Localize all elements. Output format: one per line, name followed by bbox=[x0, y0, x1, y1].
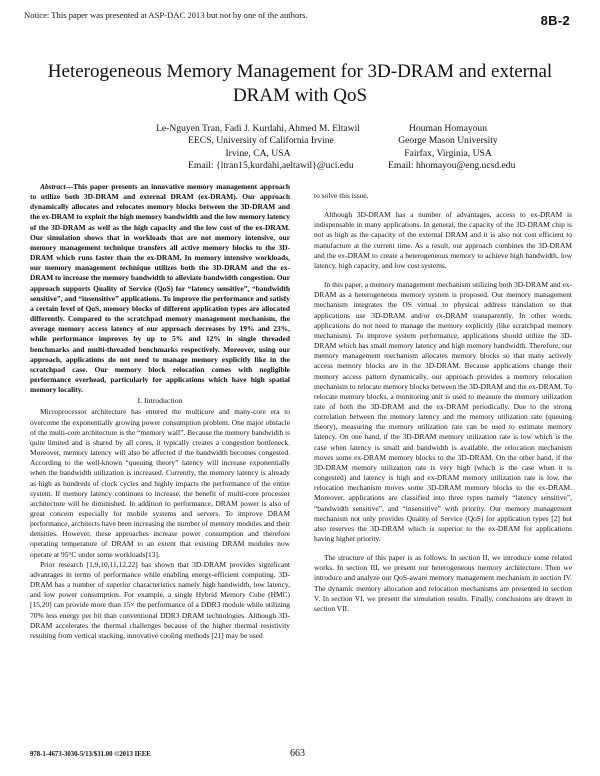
author-block-gmu bbox=[388, 123, 516, 173]
presentation-notice: Notice: This paper was presented at ASP-DAC 2013 but not by one of the authors. bbox=[24, 10, 308, 20]
isbn-copyright: 978-1-4673-3030-5/13/$31.00 ©2013 IEEE bbox=[30, 751, 151, 758]
author-email: Email: hhomayou@eng.ucsd.edu bbox=[388, 160, 516, 172]
author-affiliation: EECS, University of California Irvine bbox=[188, 135, 334, 147]
abstract-label: Abstract bbox=[40, 182, 66, 191]
author-names: Le-Nguyen Tran, Fadi J. Kurdahi, Ahmed M. Eltawil bbox=[156, 123, 360, 134]
author-location: Irvine, CA, USA bbox=[225, 147, 291, 159]
abstract bbox=[30, 182, 290, 395]
author-names: Houman Homayoun bbox=[408, 123, 488, 134]
author-block-uci bbox=[156, 123, 360, 173]
author-affiliation: George Mason University bbox=[398, 135, 498, 147]
abstract-text: —This paper presents an innovative memory management approach to utilize both 3D-DRAM and external DRAM (ex-DRAM). Our approach dynamically allocates and relocates memory blocks between the 3D-DRAM and the ex-DRAM to exploit the high memory bandwidth and the low memory latency of the 3D-DRAM as well as the high capacity and the low cost of the ex-DRAM. Our simulation shows that in workloads that are not memory intensive, our memory management technique transfers all active memory blocks to the 3D-DRAM which runs faster than the ex-DRAM. In memory intensive workloads, our memory management technique utilizes both the 3D-DRAM and the ex-DRAM to increase the memory bandwidth to alleviate bandwidth congestion. Our approach supports Quality of Service (QoS) for “latency sensitive”, “bandwidth sensitive”, and “insensitive” applications. To improve the performance and satisfy a certain level of QoS, memory blocks of different application types are allocated differently. Compared to the scratchpad memory management mechanism, the average memory access latency of our approach decreases by 19% and 23%, while performance improves by up to 5% and 12% in single threaded benchmarks and multi-threaded benchmarks respectively. Moreover, using our approach, applications do not need to manage memory explicitly like in the scratchpad case. Our memory block relocation comes with negligible performance overhead, particularly for applications which have high spatial memory locality. bbox=[30, 182, 290, 395]
paper-title: Heterogeneous Memory Management for 3D-DRAM and external DRAM with QoS bbox=[47, 61, 553, 106]
right-column bbox=[314, 191, 572, 614]
paragraph: Microprocessor architecture has entered the multicore and many-core era to overcome the exponentially growing power consumption problem. One major obstacle of the multi-core architecture is the “memory wall”. Because the memory bandwidth is quite limited and is shared by all cores, it typically creates a congestion bottleneck. Moreover, memory latency will also be affected if the bandwidth becomes congested. According to the well-known “queuing theory” latency will increase exponentially when the bandwidth utilization is increased. Currently, the memory latency is already as high as hundreds of clock cycles and highly impacts the performance of the entire system. If memory latency continues to increase, the benefit of multi-core processor architecture will be diminished. In addition to performance, DRAM power is also of great concern especially for mobile systems and servers. To improve DRAM performance, architects have been increasing the number of memory modules and their densities. However, these approaches increase power consumption and therefore operating temperature of DRAM to an extent that existing DRAM modules now operate at 95°C under some workloads[13]. bbox=[30, 407, 290, 559]
paragraph: The structure of this paper is as follows. In section II, we introduce some related works. In section III, we present our heterogeneous memory architecture. Then we introduce and analyze our QoS-aware memory management mechanism in section IV. The dynamic memory allocation and relocation mechanisms are presented in section V. In section VI, we present the simulation results. Finally, conclusions are drawn in section VII. bbox=[314, 553, 572, 613]
author-email: Email: {ltran15,kurdahi,aeltawil}@uci.edu bbox=[188, 160, 354, 172]
author-location: Fairfax, Virginia, USA bbox=[404, 147, 492, 159]
session-code: 8B-2 bbox=[540, 13, 570, 28]
left-column bbox=[30, 182, 290, 641]
paragraph: to solve this issue. bbox=[314, 191, 369, 200]
page-number: 663 bbox=[290, 748, 305, 759]
paragraph: Although 3D-DRAM has a number of advantages, access to ex-DRAM is indispensable in many applications. In general, the capacity of the 3D-DRAM chip is not as high as the capacity of the external DRAM and it is also not cost efficient to manufacture at the current time. As a result, our approach combines the 3D-DRAM and the ex-DRAM to create a heterogeneous memory to achieve high bandwidth, low latency, high capacity, and low cost systems. bbox=[314, 210, 572, 270]
paragraph: Prior research [1,9,10,11,12,22] has shown that 3D-DRAM provides significant advantages in terms of performance while enabling energy-efficient computing. 3D-DRAM has a number of superior characteristics namely high bandwidth, low latency, and low power consumption. For example, a single Hybrid Memory Cube (HMC) [15,20] can provide more than 15× the performance of a DDR3 module while utilizing 70% less energy per bit than conventional DDR3 DRAM technologies. Although 3D-DRAM accelerates the thermal challenges because of the higher thermal resistivity resulting from vertical stacking, innovative cooling methods [21] may be used bbox=[30, 559, 290, 640]
paragraph: In this paper, a memory management mechanism utilizing both 3D-DRAM and ex-DRAM as a heterogeneous memory system is proposed. Our memory management mechanism integrates the OS virtual to physical address translation so that applications use 3D-DRAM and/or ex-DRAM transparently. In other words, applications do not need to manage the memory explicitly (like scratchpad memory mechanism). To improve system performance, applications should utilize the 3D-DRAM which has small memory latency and high memory bandwidth. Therefore, our memory management mechanism allocates memory blocks so that many actively access memory blocks are in the 3D-DRAM. Because applications change their memory access pattern dynamically, our approach provides a memory relocation mechanism to relocate memory blocks between the 3D-DRAM and the ex-DRAM. To relocate memory blocks, a monitoring unit is used to measure the memory utilization rate of both the 3D-DRAM and the ex-DRAM periodically. Due to the strong correlation between the memory latency and the memory utilization rate (queuing theory), measuring the memory utilization rate can be used to estimate memory latency. On one hand, if the 3D-DRAM memory utilization rate is low which is the case when latency is small and bandwidth is available, the relocation mechanism moves some ex-DRAM memory blocks to the 3D-DRAM. On the other hand, if the 3D-DRAM memory utilization rate is very high (which is the case when it is congested) and latency is high and ex-DRAM memory utilization rate is low, the relocation mechanism moves some 3D-DRAM memory blocks to the ex-DRAM. Moreover, applications are classified into three types namely “latency sensitive”, “bandwidth sensitive”, and “insensitive” with priority. Our memory management mechanism not only provides Quality of Service (QoS) for application types [2] but also reserves the 3D-DRAM which is superior to the ex-DRAM for applications having higher priority. bbox=[314, 280, 572, 543]
section-heading-introduction: I. Introduction bbox=[137, 396, 183, 406]
